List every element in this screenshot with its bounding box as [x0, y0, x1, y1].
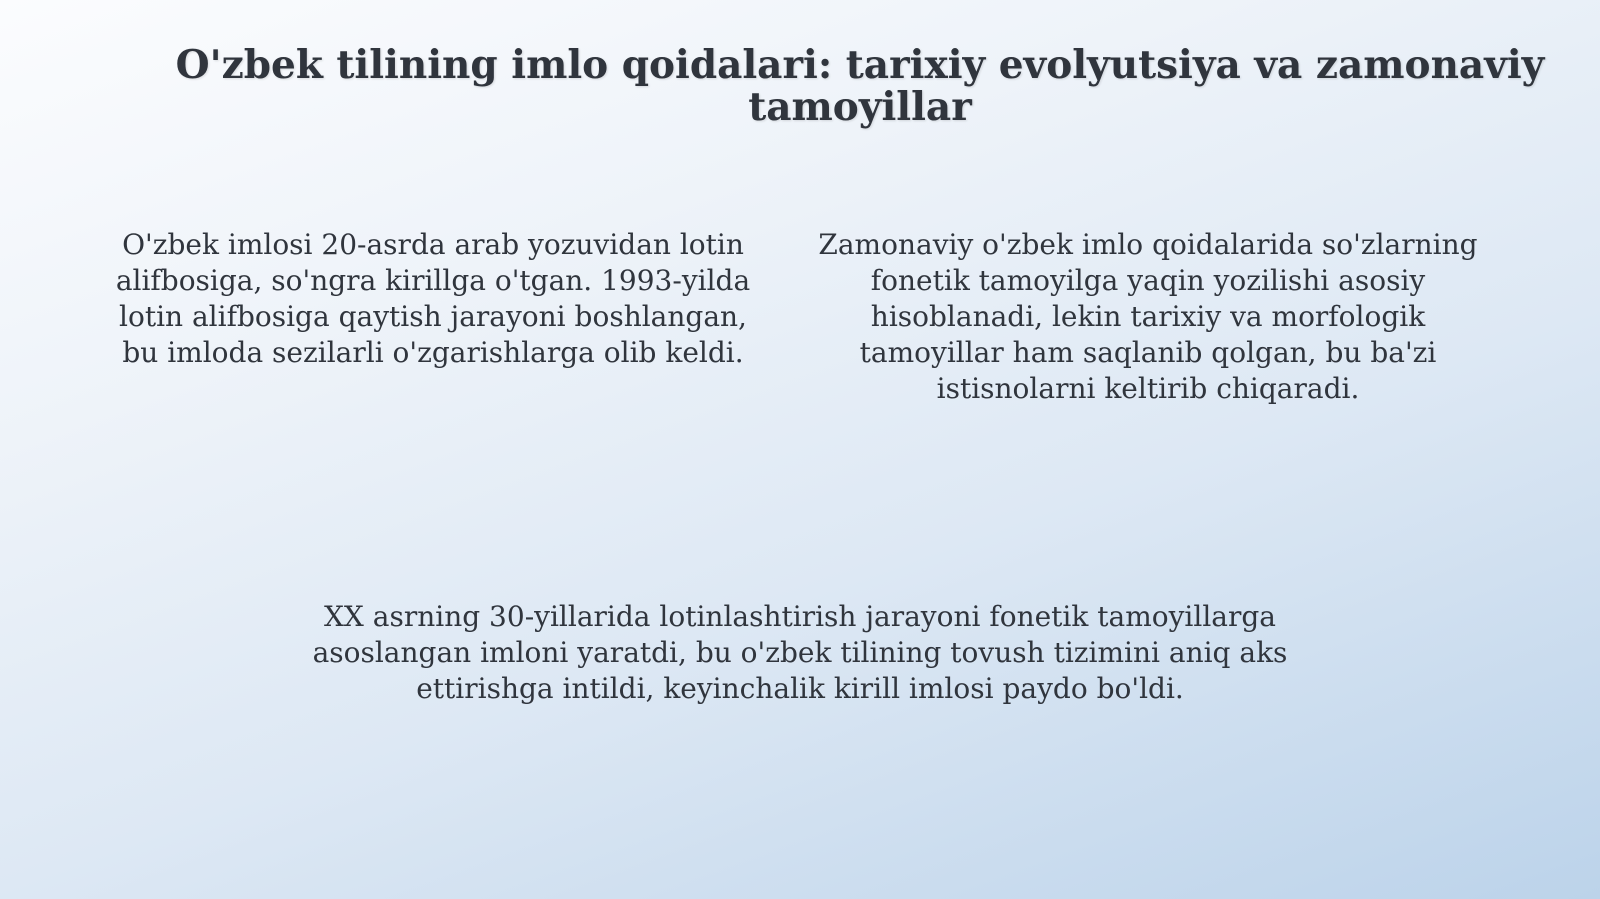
paragraph-modern-rules: Zamonaviy o'zbek imlo qoidalarida so'zlarning fonetik tamoyilga yaqin yozilishi asosiy hisoblanadi, lekin tarixiy va morfologik tamoyillar ham saqlanib qolgan, bu ba'zi istisnolarni keltirib chiqaradi. — [818, 228, 1478, 405]
slide-title: O'zbek tilining imlo qoidalari: tarixiy evolyutsiya va zamonaviy tamoyillar — [175, 42, 1545, 130]
paragraph-history: O'zbek imlosi 20-asrda arab yozuvidan lotin alifbosiga, so'ngra kirillga o'tgan. 1993-yilda lotin alifbosiga qaytish jarayoni boshlangan, bu imloda sezilarli o'zgarishlarga olib keldi. — [115, 228, 751, 369]
paragraph-latinization: XX asrning 30-yillarida lotinlashtirish jarayoni fonetik tamoyillarga asoslangan imloni yaratdi, bu o'zbek tilining tovush tizimini aniq aks ettirishga intildi, keyinchalik kirill imlosi paydo bo'ldi. — [312, 600, 1288, 705]
